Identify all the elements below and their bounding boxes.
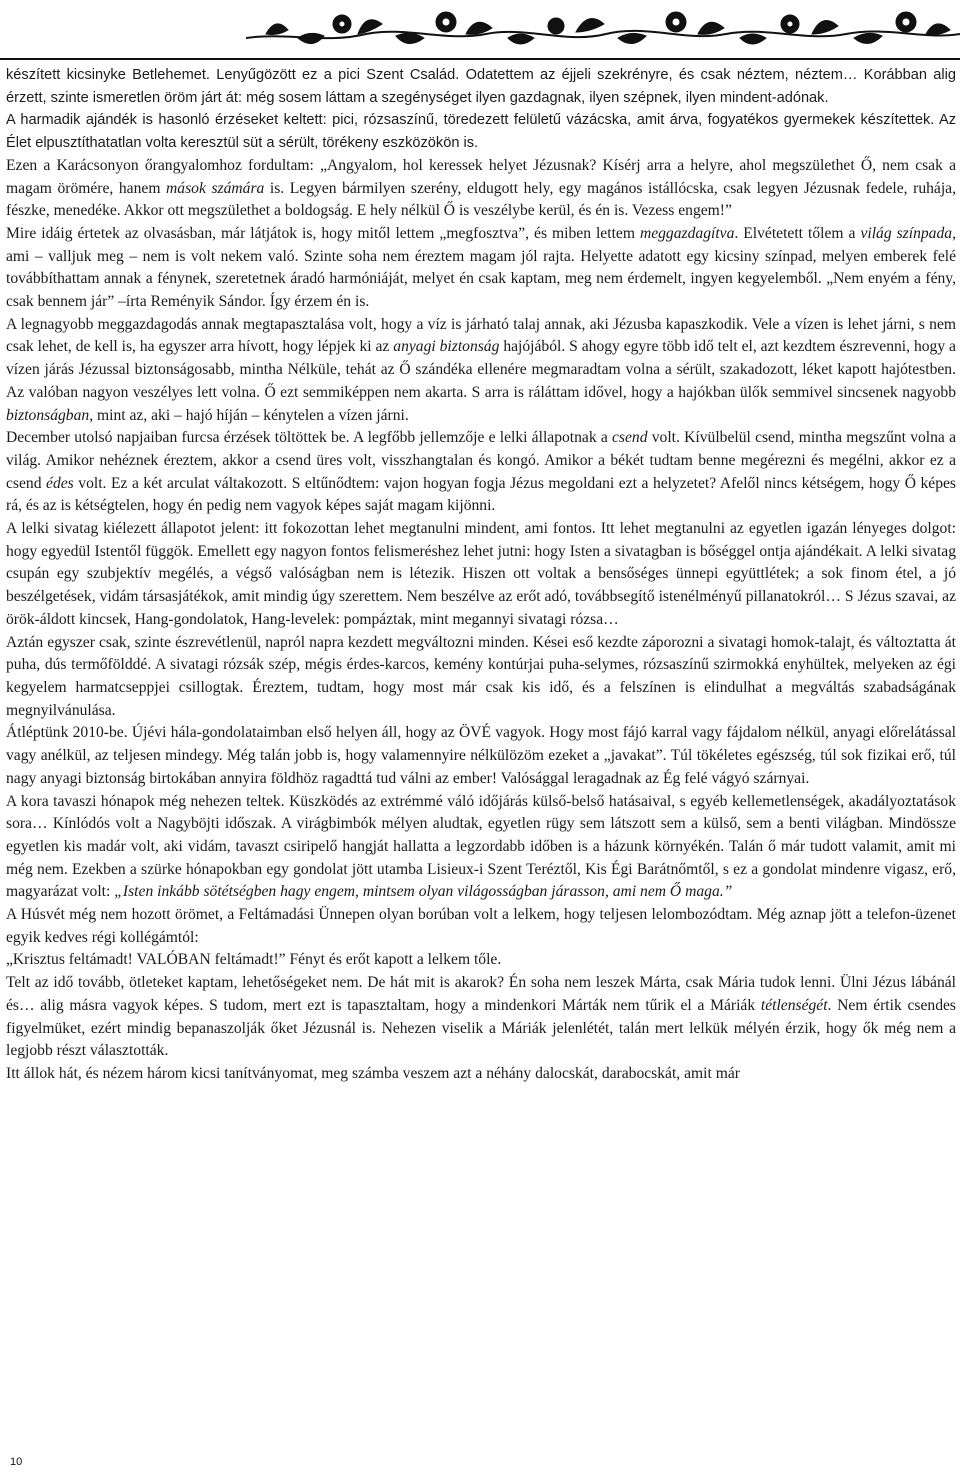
paragraph (6, 427, 956, 518)
text-run: A Húsvét még nem hozott örömet, a Feltámadási Ünnepen olyan borúban volt a lelkem, hogy teljesen lelombozódtam. Még aznap jött a telefon-üzenet egyik kedves régi kollégámtól: (6, 906, 956, 946)
paragraph (6, 1063, 956, 1086)
text-run: hajójából. S ahogy egyre több idő telt el, azt kezdtem észrevenni, hogy a vízen járás Jézussal biztonságosabb, mintha Nélküle, tehát az Ő szándéka ellenére megmaradtam volna a sérült, szakadozott, léket kapott hajótestben. Az valóban nagyon veszélyes lett volna. Ő ezt semmiképpen nem akarta. S arra is ráláttam idővel, hogy a hajókban ülők semmivel sincsenek nagyobb (6, 338, 956, 401)
paragraph (6, 518, 956, 632)
paragraph (6, 791, 956, 905)
text-run: is. Legyen bármilyen szerény, eldugott hely, egy magános istállócska, csak legyen Jézusnak fedele, ruhája, fészke, menedéke. Akkor ott megszülethet a boldogság. E hely nélkül Ő is veszélybe kerül, és én is. Vezess engem!” (6, 179, 956, 220)
text-run: volt. Kívülbelül csend, mintha megszűnt volna a világ. Amikor nehéznek éreztem, akkor a csend üres volt, visszhangtalan és kongó. Amikor a békét tudtam benne megérezni és megélni, akkor ez a csend (6, 429, 957, 492)
text-run: Ezen a Karácsonyon őrangyalomhoz fordultam: „Angyalom, hol keressek helyet Jézusnak? Kísérj arra a helyre, ahol megszülethet Ő, nem csak a magam örömére, hanem (6, 156, 956, 197)
italic-text: mások számára (166, 179, 265, 197)
paragraph (6, 155, 956, 223)
italic-text: biztonságban (6, 406, 90, 424)
paragraph (6, 904, 956, 949)
paragraph (6, 223, 956, 314)
paragraph (6, 722, 956, 790)
text-run: készített kicsinyke Betlehemet. Lenyűgözött ez a pici Szent Család. Odatettem az éjjeli szekrényre, és csak néztem, néztem… Korábban alig érzett, szinte ismeretlen öröm járt át: még sosem láttam a szegénységet ilyen gazdagnak, ilyen szépnek, ilyen mindent-adónak. (6, 67, 956, 106)
italic-text: csend (612, 429, 648, 447)
text-run: Aztán egyszer csak, szinte észrevétlenül, napról napra kezdett megváltozni minden. Kései eső kezdte záporozni a sivatagi homok-talajt, és változtatta át puha, dús termőfölddé. A sivatagi rózsák szép, mégis érdes-karcos, kemény kontúrjai puha-selymes, rózsaszínű szirmokká enyhültek, melyeken az égi kegyelem harmatcseppjei csillogtak. Éreztem, tudtam, hogy most már csak kis idő, és a felszínen is elindulhat a megváltás szabadságának megnyilvánulása. (6, 633, 956, 719)
paragraph (6, 314, 956, 428)
text-run: Itt állok hát, és nézem három kicsi tanítványomat, meg számba veszem azt a néhány dalocskát, darabocskát, amit már (6, 1064, 740, 1082)
italic-text: meggazdagítva (639, 224, 735, 242)
italic-text: tétlenségét (760, 996, 828, 1014)
paragraph (6, 109, 956, 154)
text-run: . Nem értik csendes figyelmüket, ezért mindig bepanaszolják őket Jézusnál is. Nehezen viselik a Máriák jelenlétét, talán mert lelkük mélyén érzik, hogy ők még nem a legjobb részt választották. (6, 996, 956, 1060)
text-run: , mint az, aki – hajó híján – kénytelen a vízen járni. (89, 406, 409, 424)
italic-text: édes (46, 474, 74, 492)
page-number: 10 (10, 1456, 23, 1468)
text-run: A kora tavaszi hónapok még nehezen teltek. Küszködés az extrémmé váló időjárás külső-belső hatásaival, s egyéb kellemetlenségek, akadályoztatások sora… Kínlódós volt a Nagyböjti időszak. A virágbimbók mélyen aludtak, egyetlen rügy sem látszott sem a külső, sem a benti világban. Mindössze egyetlen kis madár volt, aki vidám, tavaszt csiripelő hangját hallatta a legzordabb időben is a házunk környékén. Talán ő már tudott valamit, amit mi még nem. Ezekben a szürke hónapokban egy gondolat jött utamba Lisieux-i Szent Teréztől, Kis Égi Barátnőmtől, s ez a gondolat mindenre vigasz, erő, magyarázat volt: (6, 792, 956, 901)
header-rule (0, 58, 960, 60)
text-run: Telt az idő tovább, ötleteket kaptam, lehetőségeket nem. De hát mit is akarok? Én soha nem leszek Márta, csak Mária tudok lenni. Ülni Jézus lábánál és… alig másra vagyok képes. S tudom, mert ezt is tapasztaltam, hogy a mindenkori Márták nem tűrik el a Máriák (6, 974, 956, 1014)
text-run: A legnagyobb meggazdagodás annak megtapasztalása volt, hogy a víz is járható talaj annak, aki Jézusba kapaszkodik. Vele a vízen is lehet járni, s nem csak lehet, de kell is, ha egyszer arra hívott, hogy lépjek ki az (6, 315, 956, 356)
text-run: Mire idáig értetek az olvasásban, már látjátok is, hogy mitől lettem „megfosztva”, és miben lettem (6, 224, 640, 242)
floral-ornament-header (246, 4, 960, 56)
paragraph (6, 64, 956, 109)
paragraph (6, 972, 956, 1063)
article-body (6, 64, 956, 1086)
text-run: , ami – valljuk meg – nem is volt nekem való. Szinte soha nem éreztem magam jól rajta. Helyette adatott egy kicsiny színpad, melyen emberek felé továbbíthattam annak a fénynek, szeretetnek áradó harmóniáját, melyet én csak kaptam, meg nem érdemelt, ingyen kegyelemből. „Nem enyém a fény, csak bennem jár” –írta Reményik Sándor. Így érzem én is. (6, 224, 956, 311)
text-run: A harmadik ajándék is hasonló érzéseket keltett: pici, rózsaszínű, töredezett felületű vázácska, amit árva, fogyatékos gyermekek készítettek. Az Élet elpusztíthatatlan volta keresztül süt a sérült, törékeny eszközökön is. (6, 112, 956, 152)
italic-text: „Isten inkább sötétségben hagy engem, mintsem olyan világosságban járasson, ami nem Ő maga.” (114, 883, 733, 901)
paragraph (6, 632, 956, 723)
text-run: „Krisztus feltámadt! VALÓBAN feltámadt!” Fényt és erőt kapott a lelkem tőle. (6, 951, 502, 969)
text-run: A lelki sivatag kiélezett állapotot jelent: itt fokozottan lehet megtanulni mindent, ami fontos. Itt lehet megtanulni az egyetlen igazán lényeges dolgot: hogy egyedül Istentől függök. Emellett egy nagyon fontos felismeréshez lehet jutni: hogy Isten a sivatagban is bőséggel ontja ajándékait. A lelki sivatag csupán egy szubjektív megélés, a végső valóságban nem is létezik. Hiszen ott voltak a bensőséges ünnepi együttlétek; a sok finom étel, a jó beszélgetések, vidám társasjátékok, amit mindig úgy szerettem. Nem beszélve az erőt adó, továbbsegítő istenélményű pillanatokról… S Jézus szavai, az örök-áldott kincsek, Hang-gondolatok, Hang-levelek: pompáztak, mint megannyi sivatagi rózsa… (6, 520, 956, 628)
paragraph (6, 949, 956, 972)
text-run: . Elvétetett tőlem a (734, 224, 861, 242)
text-run: December utolsó napjaiban furcsa érzések töltöttek be. A legfőbb jellemzője e lelki állapotnak a (6, 429, 613, 447)
text-run: Átléptünk 2010-be. Újévi hála-gondolataimban első helyen áll, hogy az ÖVÉ vagyok. Hogy most fájó karral vagy fájdalom nélkül, anyagi előrelátással vagy anélkül, az teljesen mindegy. Még talán jobb is, hogy valamennyire nélkülözöm ezeket a „javakat”. Túl tökéletes egészség, túl sok fizikai erő, túl nagy anyagi biztonság birtokában annyira földhöz ragadttá tud válni az ember! Valósággal leragadnak az Ég felé vágyó szárnyai. (6, 724, 956, 787)
italic-text: anyagi biztonság (393, 338, 500, 356)
text-run: volt. Ez a két arculat váltakozott. S eltűnődtem: vajon hogyan fogja Jézus megoldani ezt a helyzetet? Afelől nincs kétségem, hogy Ő képes rá, és az is kétségtelen, hogy én pedig nem vagyok képes saját magam kijönni. (6, 474, 957, 515)
italic-text: világ színpada (860, 224, 953, 242)
